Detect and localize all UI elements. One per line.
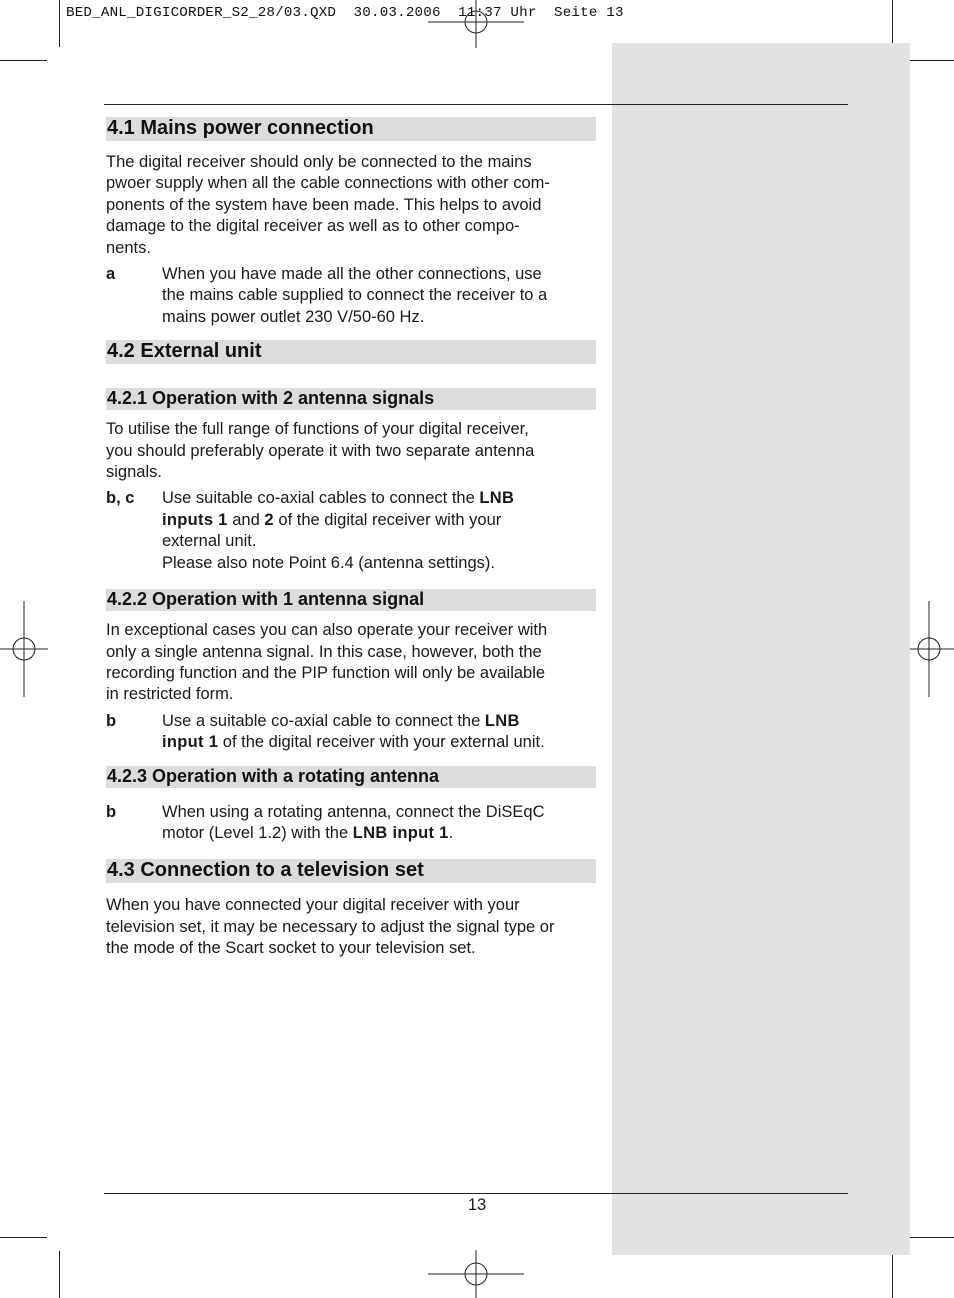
registration-mark-bottom	[428, 1250, 524, 1298]
heading-4-2-1: 4.2.1 Operation with 2 antenna signals	[106, 388, 596, 410]
paragraph-4-3: When you have connected your digital receiver with your television set, it may be necessary to adjust the signal type or the mode of the Scart socket to your television set.	[106, 896, 555, 958]
heading-4-2: 4.2 External unit	[106, 340, 596, 364]
crop-mark	[892, 1251, 893, 1298]
crop-mark	[59, 1251, 60, 1298]
paragraph-4-2-1: To utilise the full range of functions of your digital receiver, you should preferably operate it with two separate antenna signals.	[106, 420, 535, 482]
step-text: When you have made all the other connections, use the mains cable supplied to connect the receiver to a mains power outlet 230 V/50-60 Hz.	[162, 265, 548, 326]
crop-mark	[892, 0, 893, 47]
heading-4-2-2: 4.2.2 Operation with 1 antenna signal	[106, 589, 596, 611]
step-label: b, c	[106, 489, 135, 508]
step-label: b	[106, 802, 117, 821]
step-label: b	[106, 711, 117, 730]
step-item-4-2-2	[106, 711, 596, 754]
crop-mark	[59, 0, 60, 47]
heading-4-2-3: 4.2.3 Operation with a rotating antenna	[106, 766, 596, 788]
heading-4-1: 4.1 Mains power connection	[106, 117, 596, 141]
step-item-4-2-3	[106, 802, 596, 845]
step-item-4-2-1	[106, 488, 596, 574]
registration-mark-left	[0, 601, 48, 697]
step-label: a	[106, 265, 116, 284]
crop-mark	[907, 1237, 954, 1238]
paragraph-4-1: The digital receiver should only be connected to the mains pwoer supply when all the cable connections with other com- ponents of the system have been made. This helps to avoid damage to the digital receiver as well as to other compo- nents.	[106, 153, 550, 257]
registration-mark-right	[906, 601, 954, 697]
header-rule	[104, 104, 848, 105]
step-text: Use a suitable co-axial cable to connect the LNB input 1 of the digital receiver with your external unit.	[162, 711, 545, 752]
step-item-4-1	[106, 264, 596, 328]
side-panel	[612, 43, 910, 1255]
page-number: 13	[467, 1196, 487, 1214]
registration-mark-top	[428, 0, 524, 48]
heading-4-3: 4.3 Connection to a television set	[106, 859, 596, 883]
print-slug: BED_ANL_DIGICORDER_S2_28/03.QXD 30.03.2006 11:37 Uhr Seite 13	[66, 5, 624, 21]
paragraph-4-2-2: In exceptional cases you can also operate your receiver with only a single antenna signal. In this case, however, both the recording function and the PIP function will only be available in restricted form.	[106, 621, 548, 704]
page-content	[106, 117, 596, 960]
crop-mark	[907, 60, 954, 61]
crop-mark	[0, 1237, 47, 1238]
footer-rule	[104, 1193, 848, 1194]
crop-mark	[0, 60, 47, 61]
step-text: Use suitable co-axial cables to connect the LNB inputs 1 and 2 of the digital receiver with your external unit. Please also note Point 6.4 (antenna settings).	[162, 489, 515, 572]
step-text: When using a rotating antenna, connect the DiSEqC motor (Level 1.2) with the LNB input 1.	[162, 802, 545, 842]
